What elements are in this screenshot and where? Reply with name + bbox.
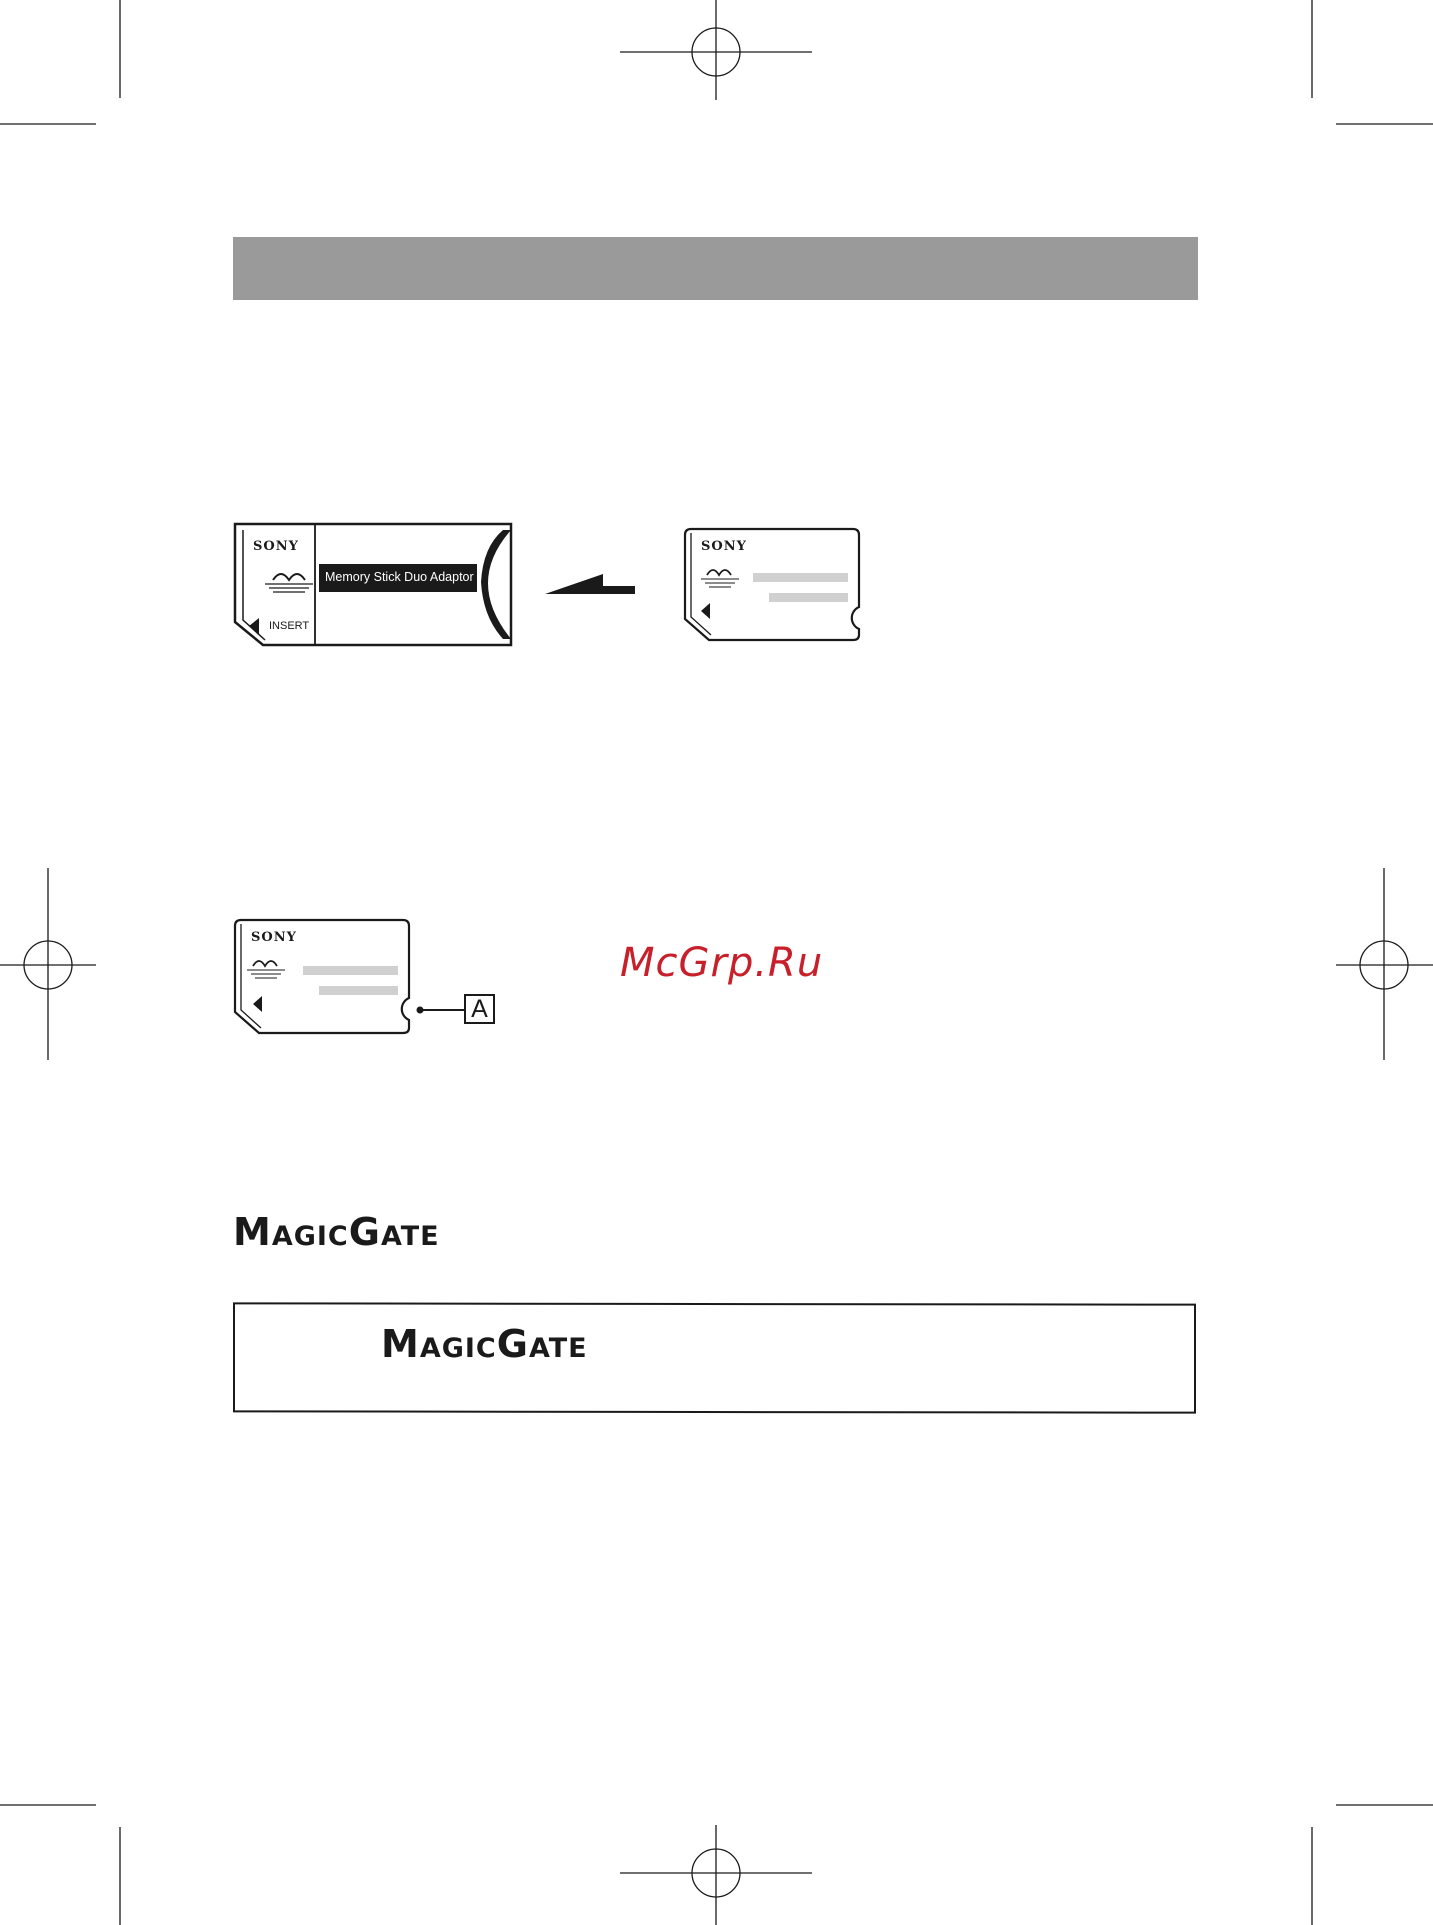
adaptor-brand: SONY bbox=[253, 539, 299, 554]
magicgate-notice-box bbox=[233, 1302, 1196, 1413]
magicgate-logo: MAGICGATE bbox=[233, 1210, 440, 1254]
insert-direction-arrow-icon bbox=[545, 570, 635, 600]
watermark: McGrp.Ru bbox=[620, 940, 824, 986]
memory-stick-duo-card bbox=[683, 527, 861, 642]
callout-a-letter: A bbox=[471, 995, 488, 1023]
memory-stick-duo-card-callout bbox=[233, 918, 413, 1035]
adaptor-label: Memory Stick Duo Adaptor bbox=[325, 570, 474, 584]
callout-a-box bbox=[464, 994, 495, 1024]
duo-card-brand: SONY bbox=[701, 539, 747, 554]
duo-card-small-brand: SONY bbox=[251, 930, 297, 945]
adaptor-label-plate bbox=[319, 564, 477, 592]
adaptor-insert-text: INSERT bbox=[269, 620, 310, 632]
notice-magicgate-logo: MAGICGATE bbox=[381, 1322, 588, 1366]
callout-leader-line bbox=[412, 1000, 464, 1020]
memory-stick-duo-adaptor bbox=[233, 522, 513, 647]
section-header-band bbox=[233, 237, 1198, 300]
